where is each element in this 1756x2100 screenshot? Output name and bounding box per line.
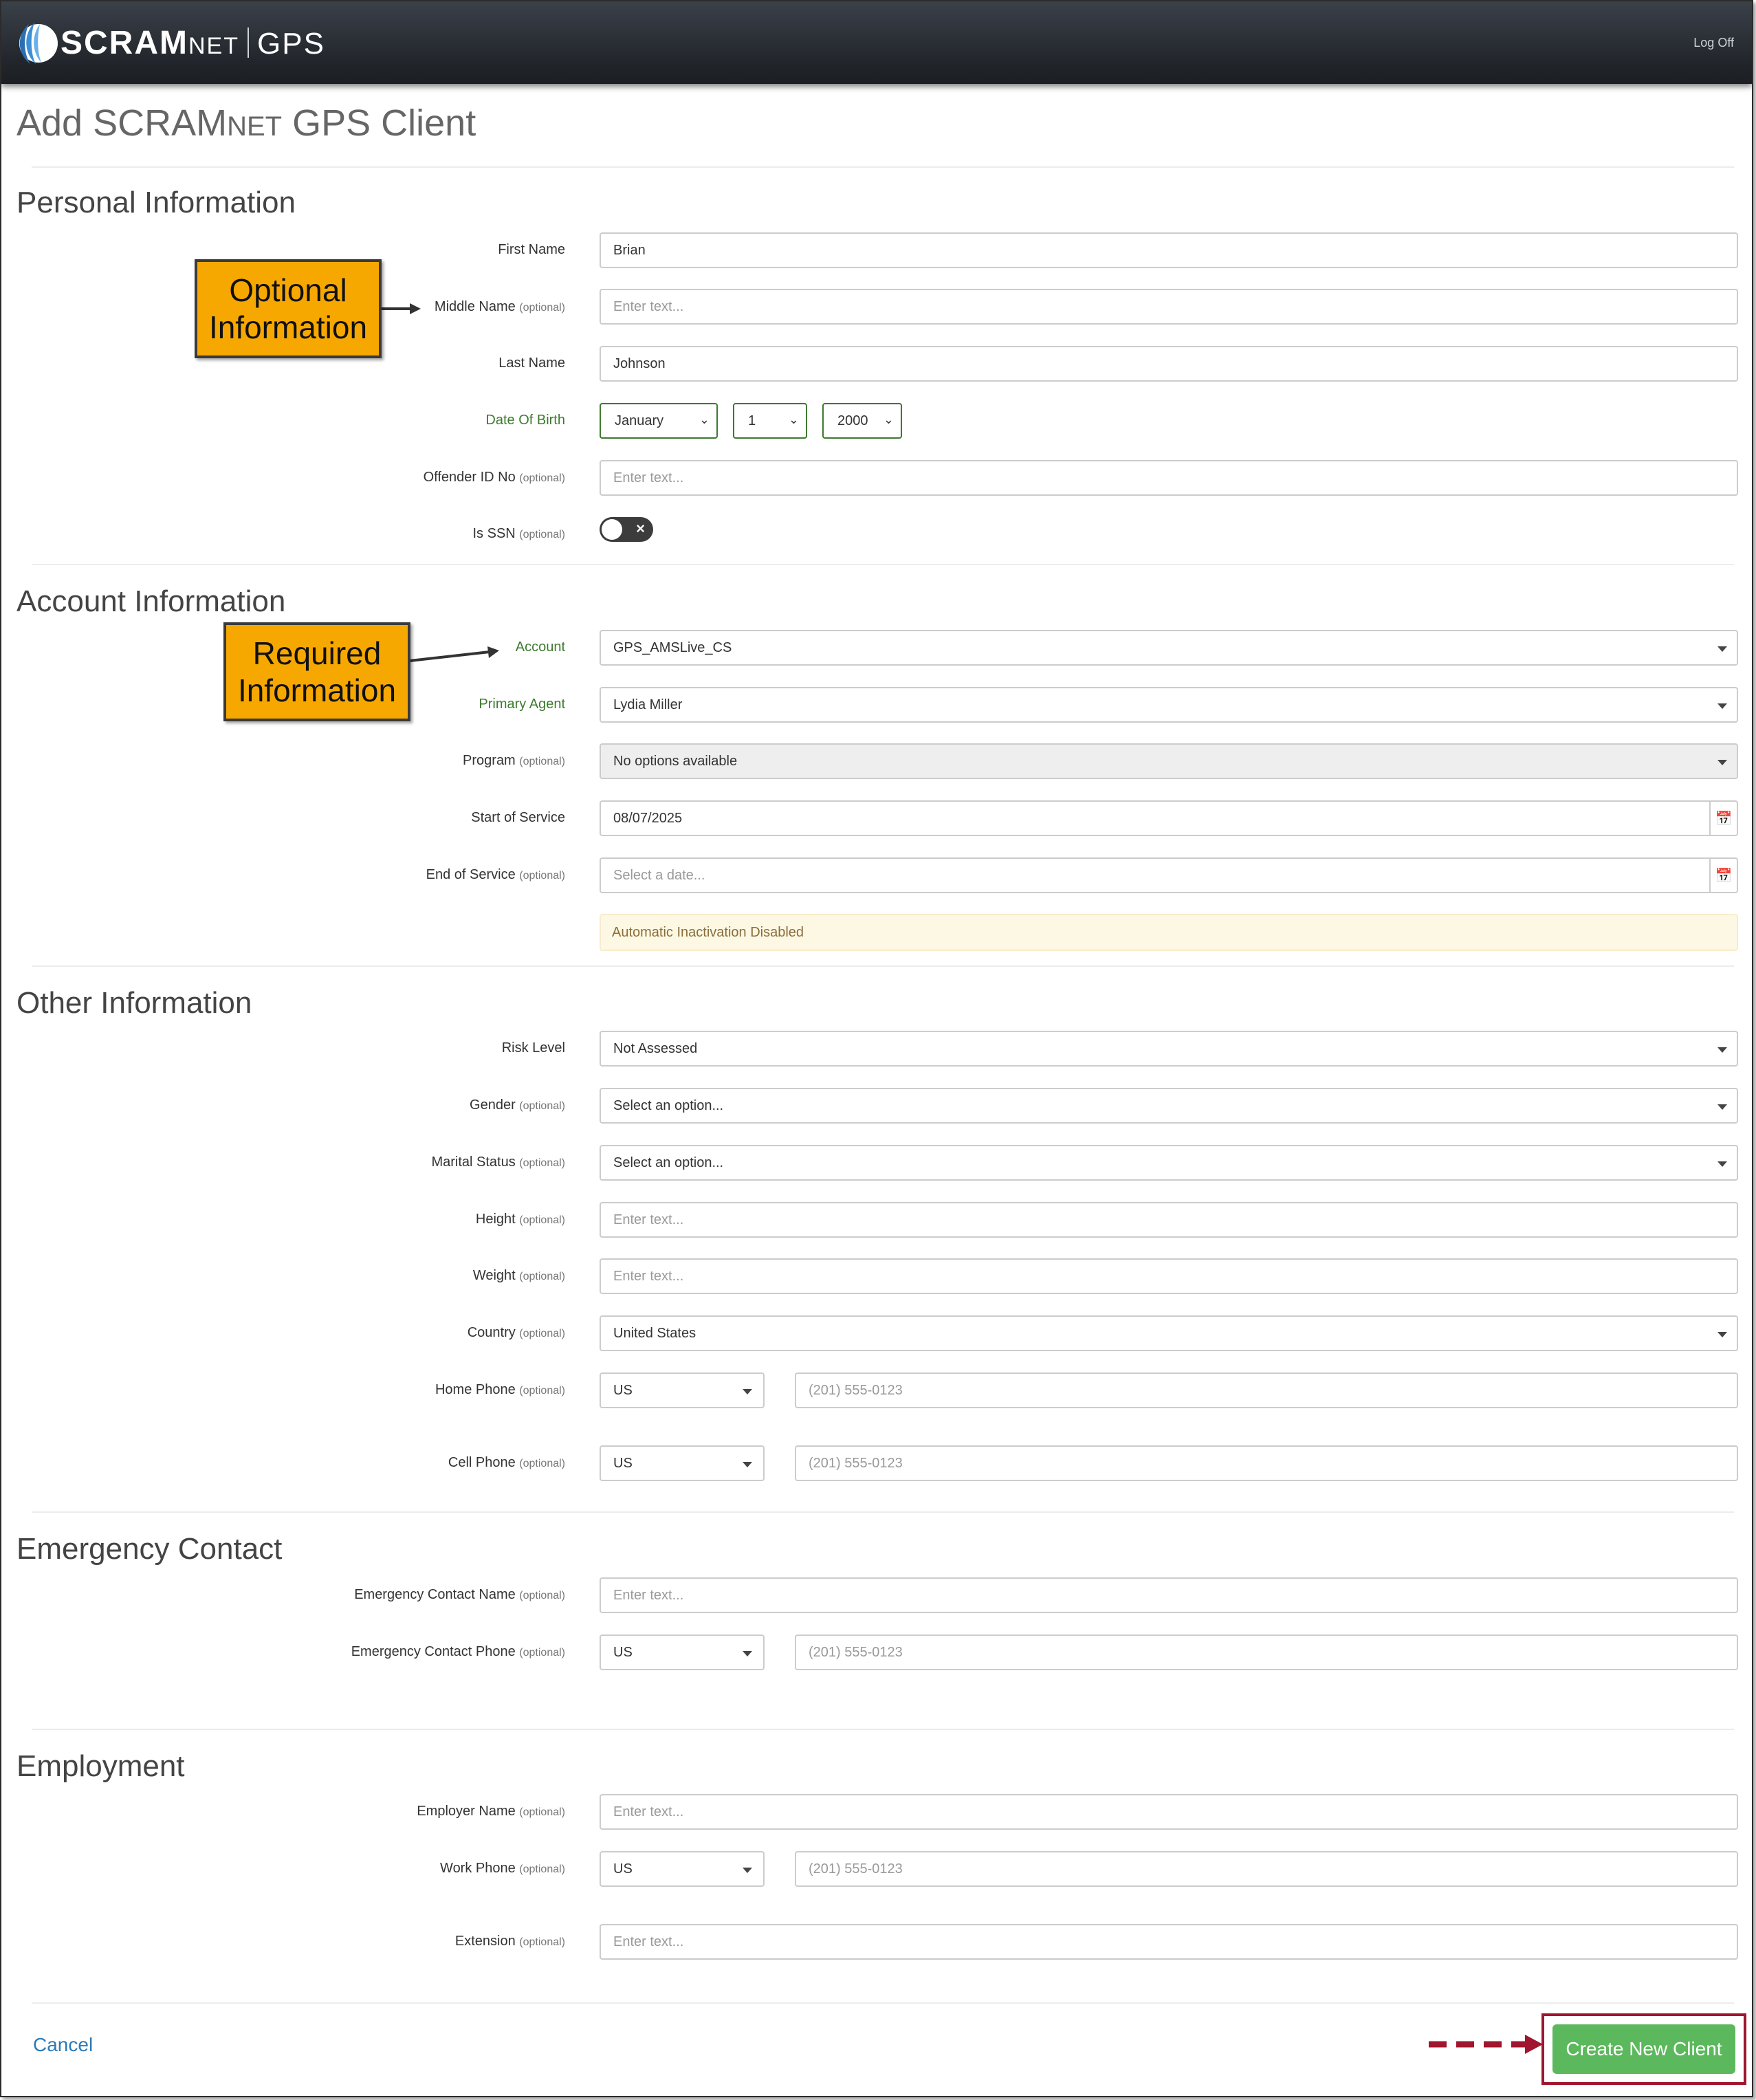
section-title-employment: Employment xyxy=(17,1749,185,1783)
cell-phone-country-select[interactable]: US xyxy=(600,1445,765,1481)
marital-status-select[interactable]: Select an option... xyxy=(600,1145,1738,1181)
work-phone-country-select[interactable]: US xyxy=(600,1851,765,1887)
employer-name-input[interactable]: Enter text... xyxy=(600,1794,1738,1830)
weight-label: Weight (optional) xyxy=(472,1268,565,1283)
offender-id-input[interactable]: Enter text... xyxy=(600,460,1738,496)
logo-text-product: GPS xyxy=(257,26,325,61)
employer-name-label: Employer Name (optional) xyxy=(417,1804,565,1819)
gender-label: Gender (optional) xyxy=(470,1097,565,1113)
chevron-down-icon: ⌄ xyxy=(788,413,799,426)
first-name-input[interactable]: Brian xyxy=(600,232,1738,268)
extension-input[interactable]: Enter text... xyxy=(600,1924,1738,1960)
offender-id-label: Offender ID No (optional) xyxy=(423,470,565,485)
required-callout-arrowhead xyxy=(487,646,499,658)
emergency-contact-name-label: Emergency Contact Name (optional) xyxy=(354,1587,565,1602)
marital-status-label: Marital Status (optional) xyxy=(431,1155,565,1170)
middle-name-label: Middle Name (optional) xyxy=(434,299,565,314)
dob-month-select[interactable]: January ⌄ xyxy=(600,403,718,439)
optional-callout-line-2: Information xyxy=(208,309,368,345)
height-input[interactable]: Enter text... xyxy=(600,1202,1738,1238)
end-of-service-label: End of Service (optional) xyxy=(426,867,565,882)
work-phone-input[interactable]: (201) 555-0123 xyxy=(795,1851,1738,1887)
primary-agent-select[interactable]: Lydia Miller xyxy=(600,687,1738,723)
calendar-icon[interactable]: 📅 xyxy=(1709,859,1737,892)
dob-year-select[interactable]: 2000 ⌄ xyxy=(822,403,902,439)
cell-phone-label: Cell Phone (optional) xyxy=(448,1455,565,1470)
home-phone-input[interactable]: (201) 555-0123 xyxy=(795,1372,1738,1408)
cell-phone-input[interactable]: (201) 555-0123 xyxy=(795,1445,1738,1481)
last-name-input[interactable]: Johnson xyxy=(600,346,1738,382)
auto-inactivation-notice: Automatic Inactivation Disabled xyxy=(600,914,1738,951)
end-of-service-placeholder: Select a date... xyxy=(613,867,705,883)
weight-input[interactable]: Enter text... xyxy=(600,1258,1738,1294)
optional-callout-line-1: Optional xyxy=(229,272,347,308)
emergency-contact-phone-label: Emergency Contact Phone (optional) xyxy=(351,1644,565,1659)
emergency-phone-input[interactable]: (201) 555-0123 xyxy=(795,1634,1738,1670)
country-label: Country (optional) xyxy=(467,1325,565,1340)
close-icon: × xyxy=(636,520,645,537)
emergency-contact-name-input[interactable]: Enter text... xyxy=(600,1577,1738,1613)
optional-information-callout xyxy=(195,259,382,358)
calendar-icon[interactable]: 📅 xyxy=(1709,802,1737,835)
extension-label: Extension (optional) xyxy=(454,1934,565,1949)
section-title-account: Account Information xyxy=(17,584,286,618)
risk-level-select[interactable]: Not Assessed xyxy=(600,1031,1738,1067)
create-new-client-button[interactable]: Create New Client xyxy=(1552,2024,1735,2074)
dob-day-select[interactable]: 1 ⌄ xyxy=(733,403,807,439)
logo-text-small: NET xyxy=(188,32,239,59)
program-label: Program (optional) xyxy=(463,753,565,768)
required-information-callout xyxy=(223,622,410,721)
cancel-link[interactable]: Cancel xyxy=(33,2034,94,2055)
optional-callout-arrowhead xyxy=(410,303,421,314)
program-select: No options available xyxy=(600,743,1738,779)
page-title-suffix: GPS Client xyxy=(282,102,476,144)
page-title-small: NET xyxy=(227,111,283,142)
primary-agent-label: Primary Agent xyxy=(479,697,565,712)
emergency-phone-country-select[interactable]: US xyxy=(600,1634,765,1670)
risk-level-label: Risk Level xyxy=(501,1040,565,1056)
required-callout-line-1: Required xyxy=(252,635,382,671)
last-name-label: Last Name xyxy=(498,356,565,371)
logo-text-main: SCRAM xyxy=(61,24,188,61)
section-title-personal: Personal Information xyxy=(17,186,296,219)
section-title-other: Other Information xyxy=(17,986,252,1020)
first-name-label: First Name xyxy=(498,242,565,257)
chevron-down-icon: ⌄ xyxy=(883,413,894,426)
home-phone-label: Home Phone (optional) xyxy=(435,1382,565,1397)
date-of-birth-label: Date Of Birth xyxy=(485,413,565,428)
chevron-down-icon: ⌄ xyxy=(699,413,710,426)
account-select[interactable]: GPS_AMSLive_CS xyxy=(600,630,1738,666)
section-title-emergency: Emergency Contact xyxy=(17,1532,283,1566)
is-ssn-label: Is SSN (optional) xyxy=(472,526,565,541)
start-of-service-label: Start of Service xyxy=(471,810,565,825)
log-off-link[interactable]: Log Off xyxy=(1693,36,1734,50)
height-label: Height (optional) xyxy=(475,1212,565,1227)
required-callout-line-2: Information xyxy=(237,672,397,708)
middle-name-input[interactable]: Enter text... xyxy=(600,289,1738,325)
start-of-service-value: 08/07/2025 xyxy=(613,810,683,826)
account-label: Account xyxy=(515,639,565,655)
work-phone-label: Work Phone (optional) xyxy=(440,1861,565,1876)
create-button-arrowhead xyxy=(1525,2035,1543,2054)
gender-select[interactable]: Select an option... xyxy=(600,1088,1738,1124)
required-callout-arrow xyxy=(410,652,490,661)
country-select[interactable]: United States xyxy=(600,1315,1738,1351)
page-title-prefix: Add SCRAM xyxy=(17,102,228,144)
home-phone-country-select[interactable]: US xyxy=(600,1372,765,1408)
